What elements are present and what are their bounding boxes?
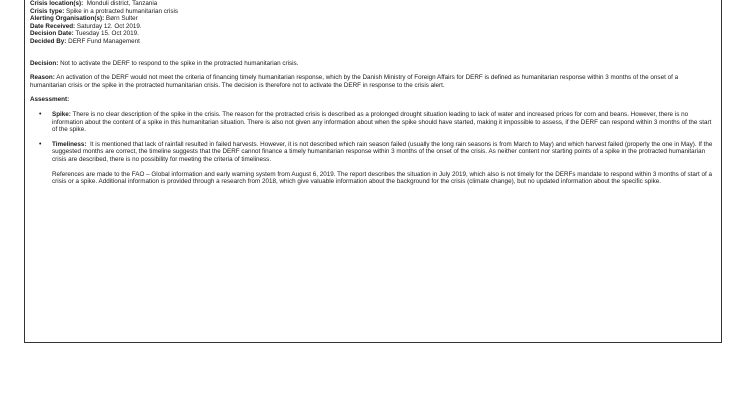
date-received-label: Date Received:	[30, 22, 76, 30]
crisis-type-line	[30, 8, 716, 16]
spike-text: There is no clear description of the spike in the crisis. The reason for the protracted crisis is described as a prolonged drought situation leading to lack of water and increased prices for corn and beans. However, there is no information about the content of a spike in this humanitarian situation. There is also not given any information about when the spike should have started, making it impossible to assess, if the DERF can respond within 3 months of the start of the spike.	[52, 110, 712, 134]
spike-label: Spike:	[52, 110, 71, 118]
decided-by-value: DERF Fund Management	[68, 37, 140, 45]
decision-label: Decision:	[30, 59, 59, 67]
alerting-organisation-value: Børn Sulter	[105, 15, 138, 23]
bullet-icon: •	[39, 140, 42, 148]
assessment-item-timeliness	[39, 140, 716, 164]
crisis-location-value: Monduli district, Tanzania	[86, 0, 158, 7]
alerting-organisation-line	[30, 15, 716, 23]
assessment-list	[30, 111, 716, 164]
timeliness-text: It is mentioned that lack of rainfall resulted in failed harvests. However, it is not described which rain season failed (usually the long rain seasons is from March to May) and which harvest failed (properly the one in May). If the suggested months are correct, the timeline suggests that the DERF cannot finance a timely humanitarian response within 3 months of the onset of the crisis. As neither content nor starting points of a spike in the protracted humanitarian crisis are described, there is no possibility for meeting the criteria of timeliness.	[52, 140, 713, 163]
decided-by-label: Decided By:	[30, 37, 67, 45]
timeliness-label: Timeliness:	[52, 140, 87, 148]
decision-text: Not to activate the DERF to respond to the spike in the protracted humanitarian crisis.	[60, 59, 299, 67]
reason-label: Reason:	[30, 74, 55, 82]
assessment-heading	[30, 96, 716, 104]
alerting-organisation-label: Alerting Organisation(s):	[30, 15, 105, 23]
crisis-type-label: Crisis type:	[30, 7, 65, 15]
assessment-label: Assessment:	[30, 96, 70, 104]
decision-document	[24, 0, 722, 343]
reason-paragraph	[30, 74, 716, 89]
bullet-icon: •	[39, 110, 42, 118]
date-received-line	[30, 23, 716, 31]
crisis-type-value: Spike in a protracted humanitarian crisis	[66, 7, 179, 15]
assessment-item-spike	[39, 110, 716, 134]
decision-date-label: Decision Date:	[30, 30, 74, 38]
decision-date-value: Tuesday 15. Oct 2019.	[75, 30, 139, 38]
crisis-location-line	[30, 0, 716, 8]
decided-by-line	[30, 38, 716, 46]
decision-paragraph	[30, 60, 716, 68]
reason-text: An activation of the DERF would not meet the criteria of financing timely humanitarian response, which by the Danish Ministry of Foreign Affairs for DERF is defined as humanitarian response within 3 months of the onset of a humanitarian crisis or the spike in the protracted humanitarian crisis. The decision is therefore not to activate the DERF in response to the crisis alert.	[30, 74, 679, 89]
date-received-value: Saturday 12. Oct 2019.	[76, 22, 142, 30]
references-paragraph: References are made to the FAO – Global information and early warning system from August 6, 2019. The report describes the situation in July 2019, which also is not timely for the DERFs mandate to respond within 3 months of start of a crisis or a spike. Additional information is provided through a research from 2018, which give valuable information about the background for the crisis (climate change), but no updated information about the specific spike.	[52, 170, 712, 186]
decision-date-line	[30, 30, 716, 38]
crisis-location-label: Crisis location(s):	[30, 0, 84, 7]
